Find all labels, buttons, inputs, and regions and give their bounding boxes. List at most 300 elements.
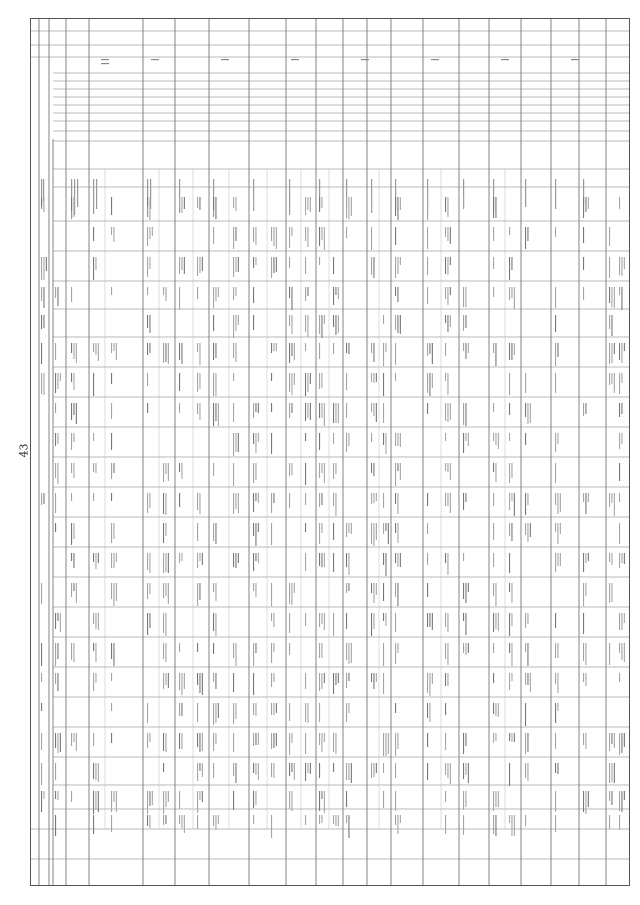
cell-text-mark xyxy=(351,523,352,534)
cell-text-mark xyxy=(445,197,446,212)
cell-text-mark xyxy=(624,791,625,800)
cell-text-mark xyxy=(427,523,428,534)
cell-text-mark xyxy=(111,493,112,501)
cell-text-mark xyxy=(346,791,347,807)
cell-text-mark xyxy=(71,197,72,211)
cell-text-mark xyxy=(397,463,398,471)
cell-text-mark xyxy=(498,703,499,717)
cell-text-mark xyxy=(333,733,334,752)
cell-text-mark xyxy=(509,553,510,573)
cell-text-mark xyxy=(168,553,169,573)
cell-text-mark xyxy=(346,197,347,218)
cell-text-mark xyxy=(111,197,112,215)
cell-text-mark xyxy=(395,197,396,216)
cell-text-mark xyxy=(373,463,374,476)
cell-text-mark xyxy=(202,733,203,751)
cell-text-mark xyxy=(71,493,72,501)
cell-text-mark xyxy=(432,343,433,364)
cell-text-mark xyxy=(163,613,164,633)
cell-text-mark xyxy=(324,315,325,324)
cell-text-mark xyxy=(294,583,295,593)
cell-text-mark xyxy=(213,613,214,631)
cell-text-mark xyxy=(371,373,372,382)
cell-text-mark xyxy=(619,343,620,360)
cell-text-mark xyxy=(199,791,200,800)
cell-text-mark xyxy=(307,227,308,247)
cell-text-mark xyxy=(335,733,336,754)
cell-text-mark xyxy=(235,763,236,783)
cell-text-mark xyxy=(509,257,510,280)
cell-text-mark xyxy=(429,703,430,722)
cell-text-mark xyxy=(289,287,290,298)
cell-text-mark xyxy=(179,815,180,824)
cell-text-mark xyxy=(624,553,625,564)
cell-text-mark xyxy=(621,433,622,444)
cell-text-mark xyxy=(397,523,398,543)
cell-text-mark xyxy=(395,227,396,245)
cell-text-mark xyxy=(447,227,448,241)
cell-text-mark xyxy=(429,613,430,627)
cell-text-mark xyxy=(93,763,94,779)
cell-text-mark xyxy=(555,613,556,628)
cell-text-mark xyxy=(509,613,510,636)
cell-text-mark xyxy=(307,373,308,392)
cell-text-mark xyxy=(55,613,56,629)
cell-text-mark xyxy=(46,257,47,271)
cell-text-mark xyxy=(55,815,56,836)
cell-text-mark xyxy=(291,227,292,236)
cell-text-mark xyxy=(447,463,448,472)
cell-text-mark xyxy=(98,791,99,812)
cell-text-mark xyxy=(41,733,42,750)
cell-text-mark xyxy=(495,583,496,606)
cell-text-mark xyxy=(509,583,510,592)
cell-text-mark xyxy=(253,287,254,303)
cell-text-mark xyxy=(213,463,214,476)
cell-text-mark xyxy=(511,493,512,501)
cell-text-mark xyxy=(324,791,325,813)
cell-text-mark xyxy=(511,733,512,742)
cell-text-mark xyxy=(621,791,622,812)
cell-text-mark xyxy=(305,613,306,626)
cell-text-mark xyxy=(319,673,320,691)
cell-text-mark xyxy=(305,815,306,825)
cell-text-mark xyxy=(291,791,292,811)
cell-text-mark xyxy=(179,553,180,563)
cell-text-mark xyxy=(197,733,198,747)
cell-text-mark xyxy=(71,463,72,473)
cell-text-mark xyxy=(149,791,150,806)
cell-text-mark xyxy=(253,403,254,418)
cell-text-mark xyxy=(583,733,584,745)
cell-text-mark xyxy=(445,643,446,659)
cell-text-mark xyxy=(383,433,384,445)
cell-text-mark xyxy=(319,315,320,334)
cell-text-mark xyxy=(348,523,349,533)
cell-text-mark xyxy=(213,287,214,308)
cell-text-mark xyxy=(233,197,234,208)
cell-text-mark xyxy=(371,197,372,210)
cell-text-mark xyxy=(321,373,322,388)
cell-text-mark xyxy=(427,343,428,356)
cell-text-mark xyxy=(305,433,306,441)
cell-text-mark xyxy=(215,343,216,358)
cell-text-mark xyxy=(319,733,320,745)
cell-text-mark xyxy=(95,343,96,355)
cell-text-mark xyxy=(514,815,515,836)
cell-text-mark xyxy=(445,493,446,506)
cell-text-mark xyxy=(271,373,272,381)
cell-text-mark xyxy=(585,791,586,814)
cell-text-mark xyxy=(509,463,510,483)
cell-text-mark xyxy=(557,493,558,514)
cell-text-mark xyxy=(197,493,198,510)
cell-text-mark xyxy=(238,553,239,563)
cell-text-mark xyxy=(388,523,389,544)
cell-text-mark xyxy=(179,643,180,652)
cell-text-mark xyxy=(511,343,512,360)
cell-text-mark xyxy=(509,343,510,360)
cell-text-mark xyxy=(93,227,94,241)
cell-text-mark xyxy=(583,791,584,812)
cell-text-mark xyxy=(609,287,610,303)
cell-text-mark xyxy=(373,343,374,362)
cell-text-mark xyxy=(555,643,556,658)
cell-text-mark xyxy=(181,197,182,213)
cell-text-mark xyxy=(395,287,396,296)
cell-text-mark xyxy=(555,553,556,572)
cell-text-mark xyxy=(57,287,58,306)
cell-text-mark xyxy=(71,343,72,353)
cell-text-mark xyxy=(199,553,200,561)
cell-text-mark xyxy=(611,553,612,565)
cell-text-mark xyxy=(181,733,182,749)
cell-text-mark xyxy=(310,197,311,212)
cell-text-mark xyxy=(113,523,114,539)
cell-text-mark xyxy=(179,197,180,208)
cell-text-mark xyxy=(291,287,292,310)
cell-text-mark xyxy=(583,287,584,300)
cell-text-mark xyxy=(233,227,234,249)
cell-text-mark xyxy=(395,583,396,597)
cell-text-mark xyxy=(71,733,72,746)
cell-text-mark xyxy=(111,373,112,384)
cell-text-mark xyxy=(525,373,526,393)
cell-text-mark xyxy=(113,463,114,473)
cell-text-mark xyxy=(55,463,56,478)
cell-text-mark xyxy=(199,733,200,752)
cell-text-mark xyxy=(235,287,236,296)
cell-text-mark xyxy=(213,197,214,210)
cell-text-mark xyxy=(57,733,58,753)
cell-text-mark xyxy=(291,733,292,743)
cell-text-mark xyxy=(555,493,556,505)
cell-text-mark xyxy=(395,703,396,713)
cell-text-mark xyxy=(165,791,166,807)
cell-text-mark xyxy=(348,673,349,681)
cell-text-mark xyxy=(41,343,42,364)
cell-text-mark xyxy=(383,583,384,601)
cell-text-mark xyxy=(621,733,622,753)
cell-text-mark xyxy=(560,553,561,566)
cell-text-mark xyxy=(253,583,254,591)
cell-text-mark xyxy=(71,583,72,597)
cell-text-mark xyxy=(233,463,234,486)
cell-text-mark xyxy=(273,763,274,778)
cell-text-mark xyxy=(445,703,446,715)
cell-text-mark xyxy=(427,583,428,597)
cell-text-mark xyxy=(199,763,200,771)
cell-text-mark xyxy=(321,403,322,418)
cell-text-mark xyxy=(71,287,72,302)
cell-text-mark xyxy=(43,373,44,395)
cell-text-mark xyxy=(346,433,347,452)
cell-text-mark xyxy=(333,315,334,327)
cell-text-mark xyxy=(165,343,166,362)
cell-text-mark xyxy=(71,791,72,802)
cell-text-mark xyxy=(427,493,428,506)
cell-text-mark xyxy=(619,733,620,755)
cell-text-mark xyxy=(271,673,272,687)
cell-text-mark xyxy=(395,643,396,664)
cell-text-mark xyxy=(427,673,428,693)
cell-text-mark xyxy=(555,373,556,393)
cell-text-mark xyxy=(213,815,214,826)
cell-text-mark xyxy=(253,815,254,824)
cell-text-mark xyxy=(147,791,148,814)
cell-text-mark xyxy=(388,733,389,754)
cell-text-mark xyxy=(93,553,94,562)
cell-text-mark xyxy=(376,763,377,773)
cell-text-mark xyxy=(111,791,112,812)
cell-text-mark xyxy=(619,287,620,295)
cell-text-mark xyxy=(147,403,148,413)
cell-text-mark xyxy=(463,643,464,653)
cell-text-mark xyxy=(235,197,236,211)
cell-text-mark xyxy=(111,673,112,681)
cell-text-mark xyxy=(258,433,259,442)
cell-text-mark xyxy=(609,315,610,329)
cell-text-mark xyxy=(525,403,526,417)
cell-text-mark xyxy=(321,791,322,799)
cell-text-mark xyxy=(111,403,112,419)
cell-text-mark xyxy=(514,493,515,516)
cell-text-mark xyxy=(307,315,308,337)
cell-text-mark xyxy=(233,553,234,567)
cell-text-mark xyxy=(583,673,584,682)
cell-text-mark xyxy=(445,373,446,381)
cell-text-mark xyxy=(585,733,586,749)
cell-text-mark xyxy=(197,403,198,414)
cell-text-mark xyxy=(73,197,74,217)
cell-text-mark xyxy=(95,791,96,810)
cell-text-mark xyxy=(614,343,615,354)
cell-text-mark xyxy=(319,493,320,507)
cell-text-mark xyxy=(621,257,622,276)
cell-text-mark xyxy=(397,433,398,446)
cell-text-mark xyxy=(73,643,74,662)
cell-text-mark xyxy=(321,463,322,473)
cell-text-mark xyxy=(493,227,494,241)
cell-text-mark xyxy=(93,643,94,651)
cell-text-mark xyxy=(619,403,620,417)
cell-text-mark xyxy=(373,583,374,603)
cell-text-mark xyxy=(273,493,274,503)
cell-text-mark xyxy=(41,673,42,682)
cell-text-mark xyxy=(619,523,620,544)
cell-text-mark xyxy=(624,733,625,747)
cell-text-mark xyxy=(495,463,496,482)
cell-text-mark xyxy=(511,613,512,626)
cell-text-mark xyxy=(445,433,446,441)
cell-text-mark xyxy=(55,523,56,532)
cell-text-mark xyxy=(213,583,214,592)
cell-text-mark xyxy=(525,433,526,445)
cell-text-mark xyxy=(346,403,347,418)
cell-text-mark xyxy=(624,643,625,662)
cell-text-mark xyxy=(253,315,254,330)
cell-text-mark xyxy=(583,403,584,416)
cell-text-mark xyxy=(338,815,339,826)
cell-text-mark xyxy=(346,763,347,780)
page-number: 43 xyxy=(17,443,31,458)
cell-text-mark xyxy=(202,791,203,802)
cell-text-mark xyxy=(319,523,320,544)
cell-text-mark xyxy=(319,791,320,811)
cell-text-mark xyxy=(324,553,325,567)
cell-text-mark xyxy=(465,403,466,426)
cell-text-mark xyxy=(163,553,164,573)
cell-text-mark xyxy=(253,433,254,444)
cell-text-mark xyxy=(321,315,322,338)
cell-text-mark xyxy=(73,403,74,415)
cell-text-mark xyxy=(493,197,494,218)
cell-text-mark xyxy=(385,613,386,626)
cell-text-mark xyxy=(371,403,372,412)
cell-text-mark xyxy=(447,315,448,332)
cell-text-mark xyxy=(233,257,234,277)
cell-text-mark xyxy=(213,523,214,541)
cell-text-mark xyxy=(335,493,336,516)
cell-text-mark xyxy=(493,343,494,353)
cell-text-mark xyxy=(95,643,96,662)
cell-text-mark xyxy=(179,791,180,809)
cell-text-mark xyxy=(321,613,322,624)
cell-text-mark xyxy=(609,373,610,385)
cell-text-mark xyxy=(181,703,182,716)
cell-text-mark xyxy=(197,257,198,276)
cell-text-mark xyxy=(149,733,150,742)
cell-text-mark xyxy=(373,673,374,689)
cell-text-mark xyxy=(463,815,464,835)
cell-text-mark xyxy=(289,763,290,776)
cell-text-mark xyxy=(235,553,236,568)
cell-text-mark xyxy=(215,287,216,301)
cell-text-mark xyxy=(273,733,274,748)
cell-text-mark xyxy=(498,433,499,449)
cell-text-mark xyxy=(609,815,610,829)
cell-text-mark xyxy=(258,763,259,780)
cell-text-mark xyxy=(624,613,625,623)
cell-text-mark xyxy=(555,227,556,237)
cell-text-mark xyxy=(509,643,510,653)
cell-text-mark xyxy=(530,673,531,692)
cell-text-mark xyxy=(152,227,153,236)
cell-text-mark xyxy=(163,343,164,363)
cell-text-mark xyxy=(514,733,515,742)
cell-text-mark xyxy=(427,403,428,414)
cell-text-mark xyxy=(98,343,99,361)
cell-text-mark xyxy=(333,463,334,479)
cell-text-mark xyxy=(493,791,494,811)
cell-text-mark xyxy=(371,583,372,593)
cell-text-mark xyxy=(255,791,256,805)
cell-text-mark xyxy=(609,583,610,603)
cell-text-mark xyxy=(525,643,526,652)
cell-text-mark xyxy=(373,257,374,278)
cell-text-mark xyxy=(76,403,77,424)
cell-text-mark xyxy=(276,257,277,272)
cell-text-mark xyxy=(511,257,512,270)
cell-text-mark xyxy=(305,343,306,351)
cell-text-mark xyxy=(319,197,320,212)
cell-text-mark xyxy=(465,493,466,502)
cell-text-mark xyxy=(395,343,396,365)
cell-text-mark xyxy=(560,523,561,534)
cell-text-mark xyxy=(255,463,256,480)
cell-text-mark xyxy=(324,733,325,742)
cell-text-mark xyxy=(111,583,112,599)
cell-text-mark xyxy=(165,673,166,685)
cell-text-mark xyxy=(215,673,216,689)
cell-text-mark xyxy=(450,257,451,265)
cell-text-mark xyxy=(197,197,198,208)
cell-text-mark xyxy=(149,493,150,508)
cell-text-mark xyxy=(184,257,185,274)
cell-text-mark xyxy=(324,463,325,483)
cell-text-mark xyxy=(93,463,94,472)
cell-text-mark xyxy=(235,643,236,666)
cell-text-mark xyxy=(168,343,169,364)
cell-text-mark xyxy=(445,257,446,274)
cell-text-mark xyxy=(271,583,272,606)
cell-text-mark xyxy=(463,553,464,561)
cell-text-mark xyxy=(113,643,114,666)
cell-text-mark xyxy=(291,343,292,356)
cell-text-mark xyxy=(447,257,448,275)
cell-text-mark xyxy=(305,493,306,505)
cell-text-mark xyxy=(583,583,584,606)
cell-text-mark xyxy=(147,315,148,328)
cell-text-mark xyxy=(233,643,234,658)
cell-text-mark xyxy=(445,791,446,802)
cell-text-mark xyxy=(235,315,236,331)
cell-text-mark xyxy=(583,257,584,270)
cell-text-mark xyxy=(116,791,117,812)
cell-text-mark xyxy=(197,343,198,352)
cell-text-mark xyxy=(73,553,74,568)
cell-text-mark xyxy=(60,733,61,752)
cell-text-mark xyxy=(383,733,384,756)
cell-text-mark xyxy=(255,493,256,501)
cell-text-mark xyxy=(609,763,610,783)
cell-text-mark xyxy=(179,287,180,310)
cell-text-mark xyxy=(346,643,347,660)
cell-text-mark xyxy=(238,433,239,452)
cell-text-mark xyxy=(371,673,372,682)
cell-text-mark xyxy=(395,613,396,632)
cell-text-mark xyxy=(197,763,198,781)
